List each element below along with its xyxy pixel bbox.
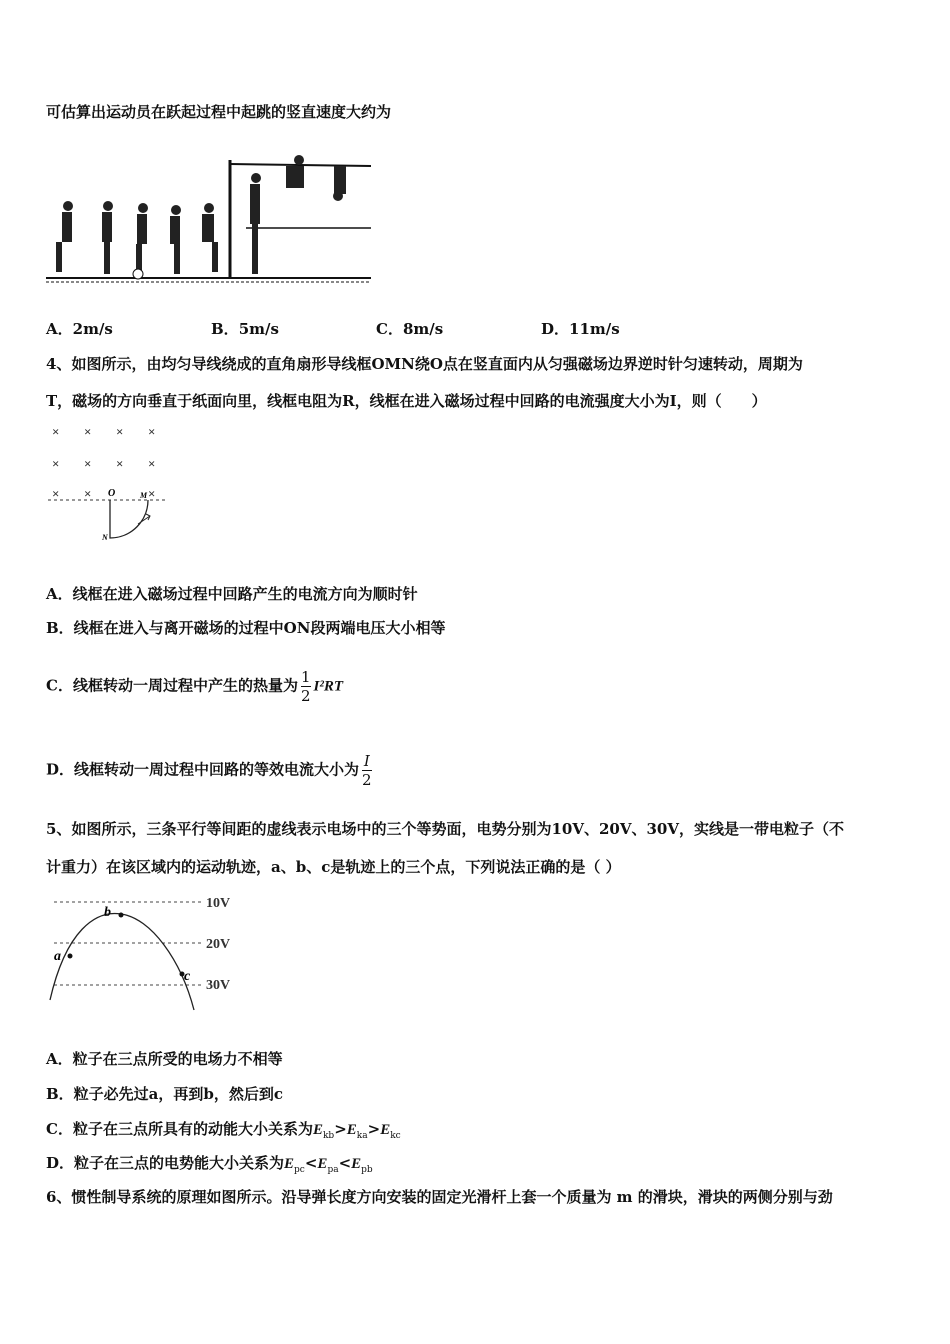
- svg-text:×: ×: [84, 486, 92, 501]
- option-label: B．: [211, 320, 239, 338]
- subscript: pc: [294, 1165, 305, 1175]
- equipotential-figure: [46, 890, 256, 1015]
- stem-text: 如图所示，由均匀导线绕成的直角扇形导线框OMN绕O点在竖直面内从匀强磁场边界逆时针匀速转动，周期为: [71, 355, 803, 373]
- svg-text:×: ×: [148, 486, 156, 501]
- svg-text:×: ×: [116, 424, 124, 439]
- option-text: 8m/s: [402, 320, 444, 338]
- denominator: 2: [300, 687, 311, 705]
- q3-option-b[interactable]: [211, 319, 279, 339]
- point-c-label: c: [184, 969, 191, 984]
- q4-option-d[interactable]: [46, 752, 375, 789]
- option-text: D．线框转动一周过程中回路的等效电流大小为: [46, 760, 360, 779]
- formula: I²RT: [313, 678, 344, 695]
- level-label: 30V: [206, 978, 231, 993]
- symbol: E: [380, 1122, 391, 1138]
- symbol: E: [317, 1156, 328, 1172]
- symbol: E: [346, 1122, 357, 1138]
- svg-text:×: ×: [52, 424, 60, 439]
- point-n-label: N: [102, 533, 108, 542]
- option-label: C．: [376, 320, 403, 338]
- q3-option-d[interactable]: [541, 319, 620, 339]
- q5-stem-line1: [46, 819, 844, 839]
- symbol: E: [312, 1122, 323, 1138]
- svg-text:×: ×: [148, 424, 156, 439]
- q5-option-b[interactable]: B．粒子必先过a，再到b，然后到c: [46, 1085, 284, 1103]
- q5-option-c[interactable]: [46, 1119, 401, 1146]
- operator: >: [334, 1120, 347, 1138]
- operator: <: [338, 1154, 352, 1172]
- symbol: E: [351, 1156, 362, 1172]
- level-label: 10V: [206, 896, 231, 911]
- q3-option-c[interactable]: [376, 319, 443, 339]
- point-m-label: M: [140, 491, 148, 500]
- denominator: 2: [362, 771, 372, 789]
- operator: <: [304, 1154, 318, 1172]
- point-a-label: a: [54, 949, 61, 964]
- option-text: C．线框转动一周过程中产生的热量为: [46, 676, 298, 695]
- operator: >: [367, 1120, 381, 1138]
- option-text: 5m/s: [238, 320, 279, 338]
- option-label: D．: [541, 320, 570, 338]
- q3-option-a[interactable]: [46, 319, 113, 339]
- option-text: 11m/s: [569, 320, 620, 338]
- numerator: 1: [300, 668, 311, 686]
- q4-option-c[interactable]: [46, 668, 343, 705]
- point-o-label: O: [108, 488, 116, 499]
- subscript: ka: [356, 1131, 368, 1141]
- question-number: 5、: [46, 820, 72, 838]
- q5-stem-line2: 计重力）在该区域内的运动轨迹，a、b、c是轨迹上的三个点，下列说法正确的是（ ）: [46, 858, 621, 876]
- q5-option-a[interactable]: A．粒子在三点所受的电场力不相等: [46, 1050, 283, 1068]
- subscript: kb: [322, 1131, 335, 1141]
- fraction: [301, 668, 311, 705]
- q4-stem-line2: T，磁场的方向垂直于纸面向里，线框电阻为R，线框在进入磁场过程中回路的电流强度大小为I，则（ ）: [46, 392, 767, 410]
- point-b-label: b: [104, 905, 111, 920]
- svg-text:×: ×: [52, 456, 60, 471]
- q6-stem-line1: 6、惯性制导系统的原理如图所示。沿导弹长度方向安装的固定光滑杆上套一个质量为 m 的滑块，滑块的两侧分别与劲: [46, 1188, 833, 1206]
- option-text: D．粒子在三点的电势能大小关系为: [46, 1154, 285, 1172]
- subscript: kc: [390, 1131, 401, 1141]
- q3-stem: 可估算出运动员在跃起过程中起跳的竖直速度大约为: [46, 103, 392, 121]
- question-number: 4、: [46, 355, 72, 373]
- svg-text:×: ×: [52, 486, 60, 501]
- numerator: I: [363, 752, 370, 770]
- q4-option-b[interactable]: B．线框在进入与离开磁场的过程中ON段两端电压大小相等: [46, 619, 446, 637]
- symbol: E: [284, 1156, 295, 1172]
- q4-option-a[interactable]: A．线框在进入磁场过程中回路产生的电流方向为顺时针: [46, 585, 418, 603]
- stem-text: 如图所示，三条平行等间距的虚线表示电场中的三个等势面，电势分别为10V、20V、30V，实线是一带电粒子（不: [71, 820, 844, 838]
- option-text: 2m/s: [72, 320, 113, 338]
- q4-stem-line1: [46, 354, 803, 374]
- magnetic-field-figure: [46, 420, 176, 545]
- subscript: pb: [361, 1165, 373, 1175]
- option-text: C．粒子在三点所具有的动能大小关系为: [46, 1120, 313, 1138]
- svg-text:×: ×: [148, 456, 156, 471]
- svg-text:×: ×: [84, 456, 92, 471]
- svg-text:×: ×: [116, 456, 124, 471]
- option-label: A．: [46, 320, 73, 338]
- high-jump-figure: [46, 148, 376, 293]
- fraction: [362, 752, 372, 789]
- q5-option-d[interactable]: [46, 1153, 373, 1180]
- subscript: pa: [327, 1165, 339, 1175]
- level-label: 20V: [206, 937, 231, 952]
- svg-text:×: ×: [84, 424, 92, 439]
